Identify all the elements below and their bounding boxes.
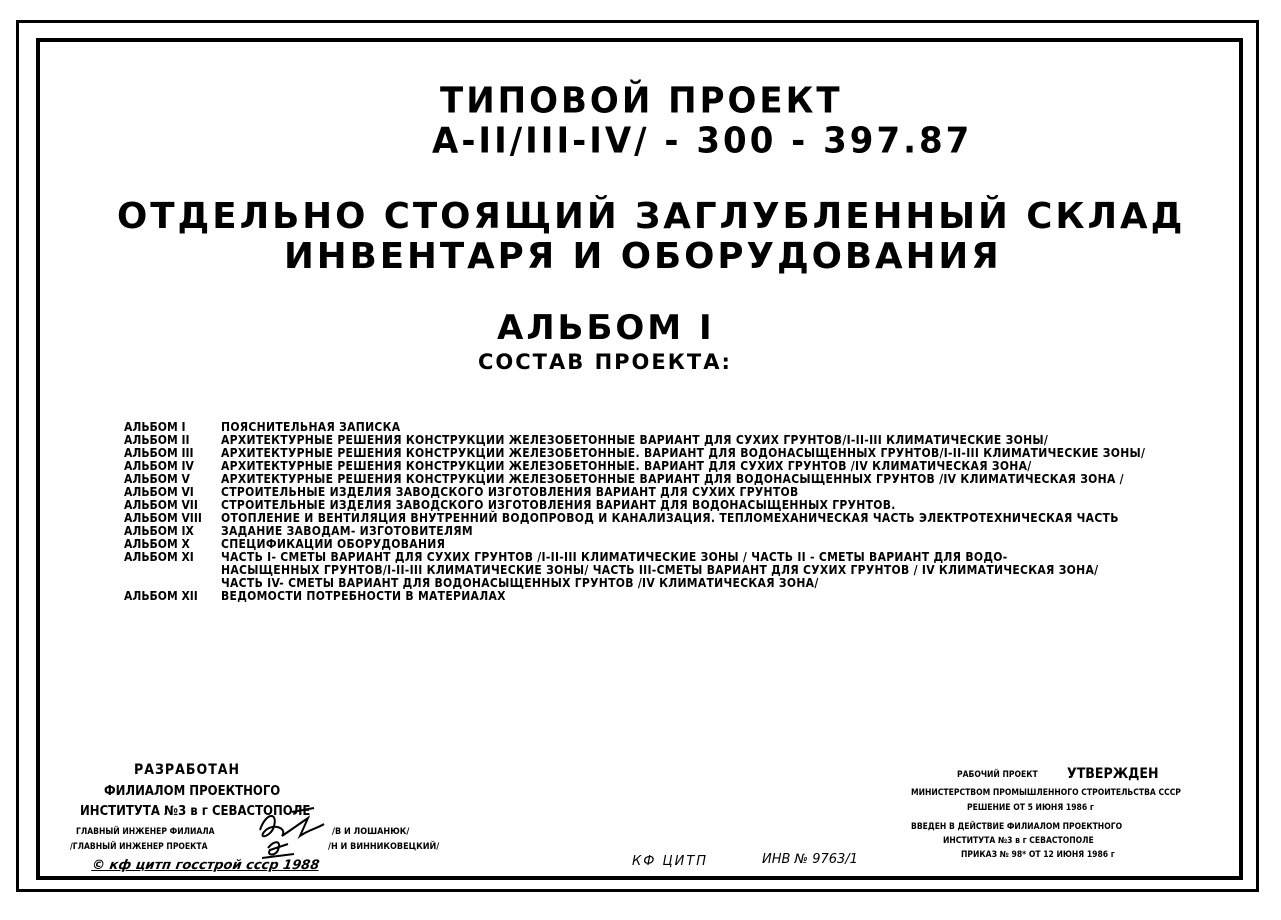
copyright-stamp: © кф цитп госстрой ссср 1988	[90, 858, 321, 873]
list-item: АЛЬБОМ VIII ОТОПЛЕНИЕ И ВЕНТИЛЯЦИЯ ВНУТРЕННИЙ ВОДОПРОВОД И КАНАЛИЗАЦИЯ. ТЕПЛОМЕХАНИЧЕСКАЯ ЧАСТЬ ЭЛЕКТРОТЕХНИЧЕСКАЯ ЧАСТЬ	[124, 511, 1119, 525]
developed-by: РАЗРАБОТАН	[134, 762, 241, 778]
approval-decision: РЕШЕНИЕ ОТ 5 ИЮНЯ 1986 г	[967, 803, 1094, 813]
developer-org-line1: ФИЛИАЛОМ ПРОЕКТНОГО	[104, 784, 281, 799]
project-code: А-II/III-IV/ - 300 - 397.87	[432, 120, 973, 162]
list-item: АЛЬБОМ IV АРХИТЕКТУРНЫЕ РЕШЕНИЯ КОНСТРУКЦИИ ЖЕЛЕЗОБЕТОННЫЕ. ВАРИАНТ ДЛЯ СУХИХ ГРУНТОВ /IV КЛИМАТИЧЕСКАЯ ЗОНА/	[124, 459, 1032, 473]
list-item: АЛЬБОМ VI СТРОИТЕЛЬНЫЕ ИЗДЕЛИЯ ЗАВОДСКОГО ИЗГОТОВЛЕНИЯ ВАРИАНТ ДЛЯ СУХИХ ГРУНТОВ	[124, 485, 799, 499]
object-title-line2: ИНВЕНТАРЯ И ОБОРУДОВАНИЯ	[284, 236, 1002, 277]
enactment-order: ПРИКАЗ № 98* ОТ 12 ИЮНЯ 1986 г	[961, 850, 1115, 860]
list-item: АЛЬБОМ III АРХИТЕКТУРНЫЕ РЕШЕНИЯ КОНСТРУКЦИИ ЖЕЛЕЗОБЕТОННЫЕ. ВАРИАНТ ДЛЯ ВОДОНАСЫЩЕННЫХ ГРУНТОВ/I-II-III КЛИМАТИЧЕСКИЕ ЗОНЫ/	[124, 446, 1146, 460]
list-item: АЛЬБОМ VII СТРОИТЕЛЬНЫЕ ИЗДЕЛИЯ ЗАВОДСКОГО ИЗГОТОВЛЕНИЯ ВАРИАНТ ДЛЯ ВОДОНАСЫЩЕННЫХ ГРУНТОВ.	[124, 498, 896, 512]
album-title: АЛЬБОМ I	[497, 308, 715, 348]
approval-prefix: РАБОЧИЙ ПРОЕКТ	[957, 770, 1038, 780]
list-item: АЛЬБОМ I ПОЯСНИТЕЛЬНАЯ ЗАПИСКА	[124, 420, 401, 434]
list-item: АЛЬБОМ X СПЕЦИФИКАЦИИ ОБОРУДОВАНИЯ	[124, 537, 446, 551]
list-item: АЛЬБОМ XII ВЕДОМОСТИ ПОТРЕБНОСТИ В МАТЕРИАЛАХ	[124, 589, 506, 603]
object-title-line1: ОТДЕЛЬНО СТОЯЩИЙ ЗАГЛУБЛЕННЫЙ СКЛАД	[117, 196, 1186, 237]
list-item: АЛЬБОМ V АРХИТЕКТУРНЫЕ РЕШЕНИЯ КОНСТРУКЦИИ ЖЕЛЕЗОБЕТОННЫЕ ВАРИАНТ ДЛЯ ВОДОНАСЫЩЕННЫХ ГРУНТОВ /IV КЛИМАТИЧЕСКАЯ ЗОНА /	[124, 472, 1124, 486]
list-item: ЧАСТЬ IV- СМЕТЫ ВАРИАНТ ДЛЯ ВОДОНАСЫЩЕННЫХ ГРУНТОВ /IV КЛИМАТИЧЕСКАЯ ЗОНА/	[221, 576, 819, 590]
approval-ministry: МИНИСТЕРСТВОМ ПРОМЫШЛЕННОГО СТРОИТЕЛЬСТВА СССР	[911, 788, 1181, 798]
signature-icon	[248, 806, 338, 862]
project-engineer-role: /ГЛАВНЫЙ ИНЖЕНЕР ПРОЕКТА	[70, 842, 208, 852]
list-item: АЛЬБОМ IX ЗАДАНИЕ ЗАВОДАМ- ИЗГОТОВИТЕЛЯМ	[124, 524, 473, 538]
chief-engineer-name: /В И ЛОШАНЮК/	[332, 827, 410, 837]
developer-block	[68, 762, 458, 882]
list-item: НАСЫЩЕННЫХ ГРУНТОВ/I-II-III КЛИМАТИЧЕСКИЕ ЗОНЫ/ ЧАСТЬ III-СМЕТЫ ВАРИАНТ ДЛЯ СУХИХ ГРУНТОВ / IV КЛИМАТИЧЕСКАЯ ЗОНА/	[221, 563, 1099, 577]
project-engineer-name: /Н И ВИННИКОВЕЦКИЙ/	[328, 842, 440, 852]
list-item: АЛЬБОМ XI ЧАСТЬ I- СМЕТЫ ВАРИАНТ ДЛЯ СУХИХ ГРУНТОВ /I-II-III КЛИМАТИЧЕСКИЕ ЗОНЫ / ЧАСТЬ II - СМЕТЫ ВАРИАНТ ДЛЯ ВОДО-	[124, 550, 1008, 564]
enactment-line2: ИНСТИТУТА №3 в г СЕВАСТОПОЛЕ	[943, 836, 1094, 846]
contents-heading: СОСТАВ ПРОЕКТА:	[478, 350, 732, 374]
enactment-line1: ВВЕДЕН В ДЕЙСТВИЕ ФИЛИАЛОМ ПРОЕКТНОГО	[911, 822, 1123, 832]
list-item: АЛЬБОМ II АРХИТЕКТУРНЫЕ РЕШЕНИЯ КОНСТРУКЦИИ ЖЕЛЕЗОБЕТОННЫЕ ВАРИАНТ ДЛЯ СУХИХ ГРУНТОВ/I-II-III КЛИМАТИЧЕСКИЕ ЗОНЫ/	[124, 433, 1049, 447]
contents-list	[124, 420, 1204, 602]
approval-main: УТВЕРЖДЕН	[1067, 766, 1159, 782]
developer-org-line2: ИНСТИТУТА №3 в г СЕВАСТОПОЛЕ	[80, 804, 311, 819]
inventory-number: ИНВ № 9763/1	[762, 852, 858, 867]
project-type-title: ТИПОВОЙ ПРОЕКТ	[440, 80, 843, 122]
chief-engineer-role: ГЛАВНЫЙ ИНЖЕНЕР ФИЛИАЛА	[76, 827, 215, 837]
archive-code: КФ ЦИТП	[632, 854, 709, 869]
